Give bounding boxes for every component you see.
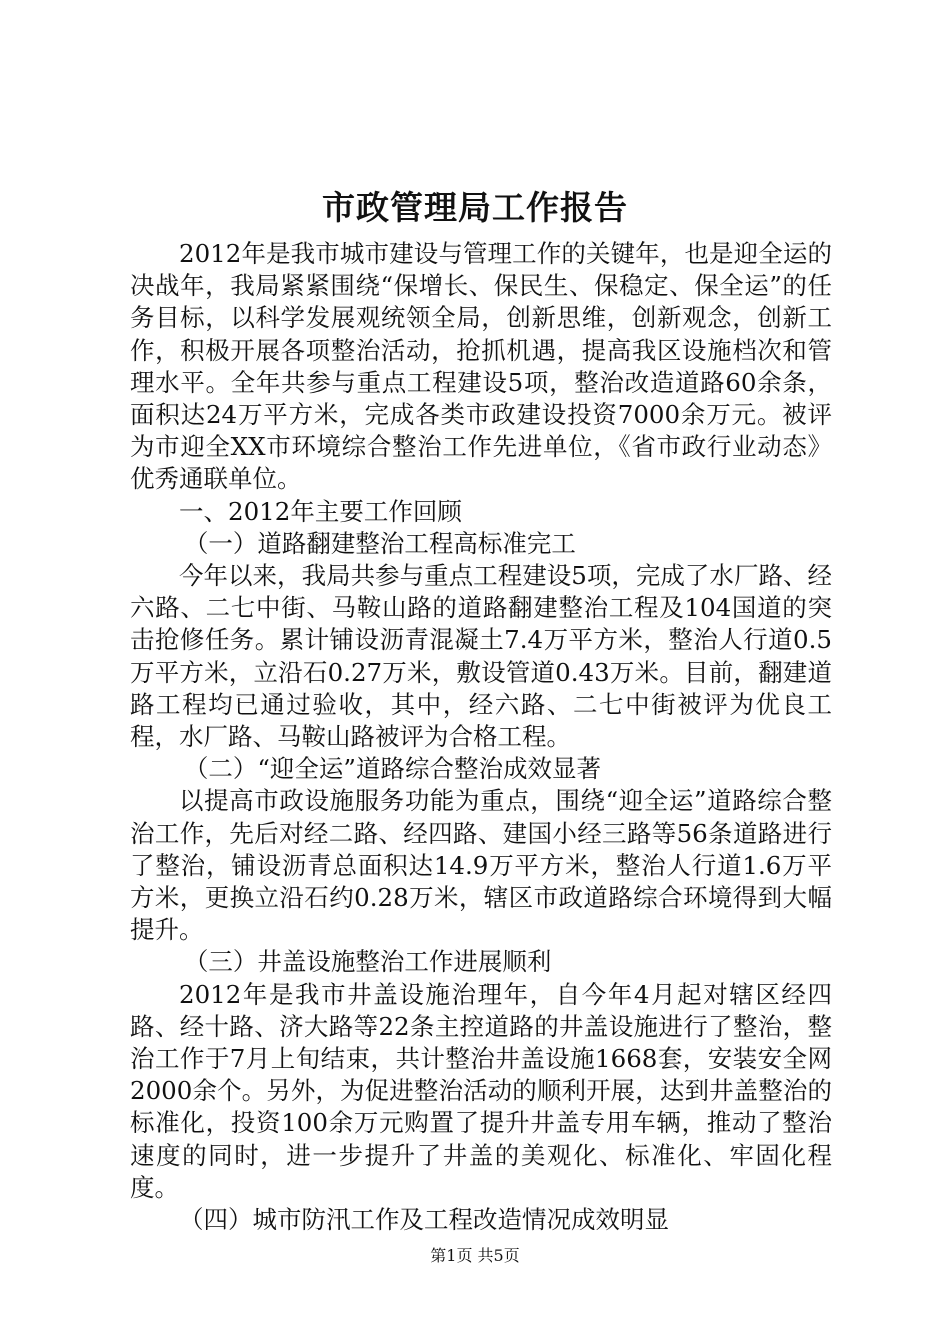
page-footer: 第1页 共5页 — [430, 1246, 520, 1265]
paragraph-intro: 2012年是我市城市建设与管理工作的关键年，也是迎全运的决战年，我局紧紧围绕“保增长、保民生、保稳定、保全运”的任务目标，以科学发展观统领全局，创新思维，创新观念，创新工作，积极开展各项整治活动，抢抓机遇，提高我区设施档次和管理水平。全年共参与重点工程建设5项，整治改造道路60余条，面积达24万平方米，完成各类市政建设投资7000余万元。被评为市迎全XX市环境综合整治工作先进单位，《省市政行业动态》优秀通联单位。 — [130, 239, 832, 494]
section-heading-review: 一、2012年主要工作回顾 — [179, 496, 462, 526]
subheading-manhole-covers: （三）井盖设施整治工作进展顺利 — [183, 947, 552, 977]
document-title: 市政管理局工作报告 — [322, 188, 628, 227]
paragraph-road-rebuild: 今年以来，我局共参与重点工程建设5项，完成了水厂路、经六路、二七中街、马鞍山路的道路翻建整治工程及104国道的突击抢修任务。累计铺设沥青混凝土7.4万平方米，整治人行道0.5万平方米，立沿石0.27万米，敷设管道0.43万米。目前，翻建道路工程均已通过验收，其中，经六路、二七中街被评为优良工程，水厂路、马鞍山路被评为合格工程。 — [130, 561, 832, 752]
paragraph-road-renovation: 以提高市政设施服务功能为重点，围绕“迎全运”道路综合整治工作，先后对经二路、经四路、建国小经三路等56条道路进行了整治，铺设沥青总面积达14.9万平方米，整治人行道1.6万平方米，更换立沿石约0.28万米，辖区市政道路综合环境得到大幅提升。 — [130, 786, 832, 945]
paragraph-manhole-covers: 2012年是我市井盖设施治理年，自今年4月起对辖区经四路、经十路、济大路等22条主控道路的井盖设施进行了整治，整治工作于7月上旬结束，共计整治井盖设施1668套，安装安全网2000余个。另外，为促进整治活动的顺利开展，达到井盖整治的标准化，投资100余万元购置了提升井盖专用车辆，推动了整治速度的同时，进一步提升了井盖的美观化、标准化、牢固化程度。 — [130, 979, 832, 1202]
document-body — [130, 238, 832, 1236]
subheading-road-renovation: （二）“迎全运”道路综合整治成效显著 — [183, 754, 601, 784]
subheading-flood-control: （四）城市防汛工作及工程改造情况成效明显 — [179, 1205, 669, 1235]
subheading-road-rebuild: （一）道路翻建整治工程高标准完工 — [183, 528, 576, 558]
